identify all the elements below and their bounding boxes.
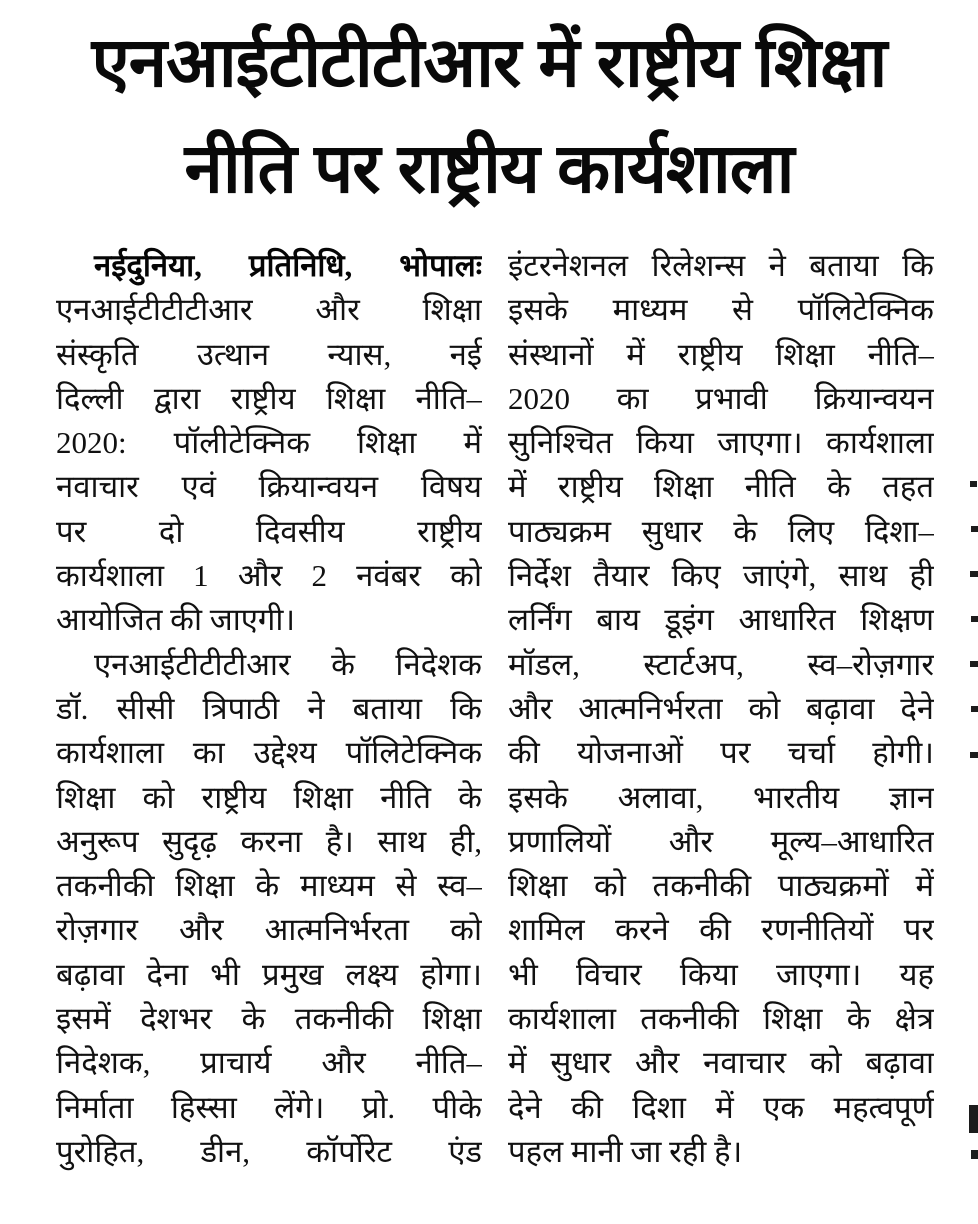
text-line: इसके माध्यम से पॉलिटेक्निक: [508, 292, 934, 328]
clipped-adjacent-text-fragment: [971, 1150, 978, 1159]
clipped-adjacent-text-fragment: [970, 752, 978, 758]
headline-line-1: एनआईटीटीटीआर में राष्ट्रीय शिक्षा: [91, 24, 887, 101]
column-right: [508, 244, 934, 1174]
clipped-adjacent-text-fragment: [970, 571, 978, 577]
text-line: पुरोहित, डीन, कॉर्पोरेट एंड: [56, 1133, 482, 1169]
text-line: शामिल करने की रणनीतियों पर: [508, 912, 934, 948]
text-line: संस्कृति उत्थान न्यास, नई: [56, 336, 482, 372]
byline: नईदुनिया, प्रतिनिधि, भोपालः: [94, 248, 482, 283]
text-line: पहल मानी जा रही है।: [508, 1133, 743, 1169]
text-line: दिल्ली द्वारा राष्ट्रीय शिक्षा नीति–: [56, 380, 482, 416]
text-line: 2020 का प्रभावी क्रियान्वयन: [508, 380, 934, 416]
clipped-adjacent-text-fragment: [970, 661, 978, 667]
text-line: नवाचार एवं क्रियान्वयन विषय: [56, 469, 482, 505]
text-line: में राष्ट्रीय शिक्षा नीति के तहत: [508, 469, 934, 505]
text-line: मॉडल, स्टार्टअप, स्व–रोज़गार: [508, 646, 934, 682]
text-line: पाठ्यक्रम सुधार के लिए दिशा–: [508, 513, 934, 549]
clipped-adjacent-text-fragment: [969, 1105, 978, 1133]
text-line: बढ़ावा देना भी प्रमुख लक्ष्य होगा।: [56, 956, 482, 992]
article-body: [0, 222, 978, 1174]
text-line: निदेशक, प्राचार्य और नीति–: [56, 1045, 482, 1081]
text-line: कार्यशाला 1 और 2 नवंबर को: [56, 558, 482, 594]
headline: [18, 10, 960, 222]
text-line: आयोजित की जाएगी।: [56, 602, 296, 638]
text-line: प्रणालियों और मूल्य–आधारित: [508, 823, 934, 859]
text-line: पर दो दिवसीय राष्ट्रीय: [56, 513, 482, 549]
text-line: कार्यशाला तकनीकी शिक्षा के क्षेत्र: [508, 1001, 934, 1037]
text-line: एनआईटीटीटीआर के निदेशक: [94, 646, 482, 682]
text-line: निर्देश तैयार किए जाएंगे, साथ ही: [508, 558, 934, 594]
text-line: शिक्षा को तकनीकी पाठ्यक्रमों में: [508, 868, 934, 904]
text-line: निर्माता हिस्सा लेंगे। प्रो. पीके: [56, 1089, 482, 1125]
text-line: की योजनाओं पर चर्चा होगी।: [508, 735, 934, 771]
text-line: 2020: पॉलीटेक्निक शिक्षा में: [56, 425, 482, 461]
text-line: सुनिश्चित किया जाएगा। कार्यशाला: [508, 425, 934, 461]
clipped-adjacent-text-fragment: [970, 481, 977, 487]
text-line: में सुधार और नवाचार को बढ़ावा: [508, 1045, 934, 1081]
text-line: संस्थानों में राष्ट्रीय शिक्षा नीति–: [508, 336, 934, 372]
clipped-adjacent-text-fragment: [971, 526, 978, 532]
headline-line-2: नीति पर राष्ट्रीय कार्यशाला: [184, 130, 794, 207]
text-line: तकनीकी शिक्षा के माध्यम से स्व–: [56, 868, 482, 904]
text-line: कार्यशाला का उद्देश्य पॉलिटेक्निक: [56, 735, 482, 771]
clipped-adjacent-text-fragment: [971, 616, 978, 622]
text-line: एनआईटीटीटीआर और शिक्षा: [56, 292, 482, 328]
text-line: भी विचार किया जाएगा। यह: [508, 956, 934, 992]
text-line: डॉ. सीसी त्रिपाठी ने बताया कि: [56, 690, 482, 726]
text-line: और आत्मनिर्भरता को बढ़ावा देने: [508, 690, 934, 726]
text-line: देने की दिशा में एक महत्वपूर्ण: [508, 1089, 934, 1125]
clipped-adjacent-text-fragment: [971, 706, 978, 712]
text-line: रोज़गार और आत्मनिर्भरता को: [56, 912, 482, 948]
text-line: अनुरूप सुदृढ़ करना है। साथ ही,: [56, 823, 482, 859]
text-line: शिक्षा को राष्ट्रीय शिक्षा नीति के: [56, 779, 482, 815]
column-left: [56, 244, 482, 1174]
text-line: इसके अलावा, भारतीय ज्ञान: [508, 779, 934, 815]
text-line: इसमें देशभर के तकनीकी शिक्षा: [56, 1001, 482, 1037]
text-line: लर्निंग बाय डूइंग आधारित शिक्षण: [508, 602, 934, 638]
text-line: इंटरनेशनल रिलेशन्स ने बताया कि: [508, 248, 934, 283]
